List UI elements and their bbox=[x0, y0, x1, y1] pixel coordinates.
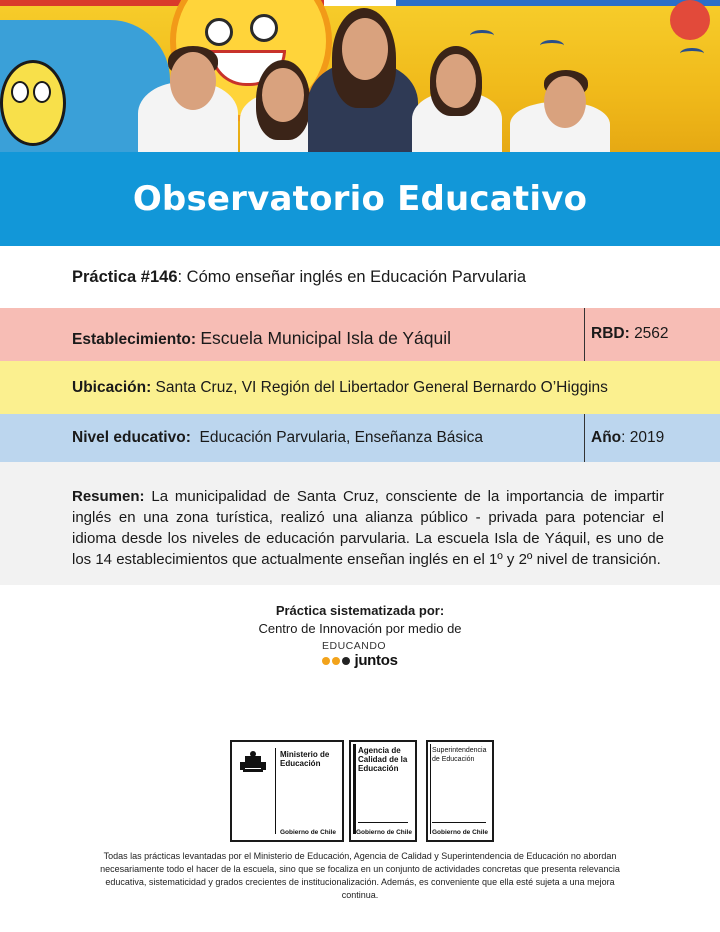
superintendencia-logo bbox=[426, 740, 494, 842]
practice-label: Práctica #146 bbox=[72, 267, 178, 286]
mural-dot bbox=[670, 0, 710, 40]
ubicacion-label: Ubicación: bbox=[72, 378, 152, 396]
ministerio-logo bbox=[230, 740, 344, 842]
disclaimer-text: Todas las prácticas levantadas por el Ministerio de Educación, Agencia de Calidad y Superintendencia de Educación no abordan necesariamente todo el hacer de la escuela, sino que se focaliza en un conjunto de actividades concretas que presenta relevancia educativa, sistematicidad y grados crecientes de institucionalización. Además, es conveniente que ella esté sujeta a una mejora continua. bbox=[100, 851, 620, 900]
nivel-field bbox=[72, 429, 483, 447]
mural-sun-eye bbox=[205, 18, 233, 46]
nivel-value: Educación Parvularia, Enseñanza Básica bbox=[199, 429, 483, 446]
ministerio-name: Ministerio de Educación bbox=[280, 750, 330, 768]
title-band bbox=[0, 152, 720, 246]
ubicacion-field bbox=[72, 379, 608, 397]
rbd-label: RBD: bbox=[591, 325, 630, 342]
resumen-label: Resumen: bbox=[72, 488, 145, 505]
mural-bee bbox=[0, 60, 66, 146]
practice-row bbox=[0, 246, 720, 308]
ministerio-footer: Gobierno de Chile bbox=[280, 829, 336, 836]
agencia-footer: Gobierno de Chile bbox=[356, 829, 412, 836]
year-value: : 2019 bbox=[621, 429, 665, 446]
educando-juntos-logo bbox=[322, 640, 402, 670]
header-photo bbox=[0, 0, 720, 152]
mural-bird bbox=[540, 40, 564, 51]
agencia-name: Agencia de Calidad de la Educación bbox=[358, 746, 408, 773]
column-divider bbox=[584, 414, 585, 462]
educando-dots-icon bbox=[322, 657, 350, 665]
year-label: Año bbox=[591, 429, 622, 446]
year-field bbox=[591, 429, 664, 447]
mural-bird bbox=[680, 48, 704, 59]
establecimiento-field bbox=[72, 328, 451, 349]
column-divider bbox=[584, 308, 585, 361]
practice-title bbox=[72, 268, 526, 287]
superintendencia-footer: Gobierno de Chile bbox=[432, 829, 488, 836]
page-title: Observatorio Educativo bbox=[132, 179, 588, 219]
rbd-field bbox=[591, 325, 669, 343]
mural-sun-eye bbox=[250, 14, 278, 42]
nivel-label: Nivel educativo: bbox=[72, 429, 191, 446]
resumen-paragraph bbox=[72, 486, 664, 570]
ubicacion-value: Santa Cruz, VI Región del Libertador General Bernardo O’Higgins bbox=[155, 378, 608, 396]
resumen-section bbox=[0, 462, 720, 585]
practice-text: : Cómo enseñar inglés en Educación Parvularia bbox=[177, 267, 527, 286]
educando-logo-bottom: juntos bbox=[354, 652, 398, 669]
rbd-value: 2562 bbox=[634, 325, 669, 342]
establecimiento-value: Escuela Municipal Isla de Yáquil bbox=[200, 328, 452, 348]
superintendencia-name: Superintendencia de Educación bbox=[432, 747, 487, 763]
establecimiento-label: Establecimiento: bbox=[72, 331, 197, 348]
ubicacion-row bbox=[0, 361, 720, 414]
credits-heading: Práctica sistematizada por: bbox=[275, 603, 445, 618]
educando-logo-top: EDUCANDO bbox=[322, 640, 387, 652]
mural-bird bbox=[470, 30, 494, 41]
credits-line: Centro de Innovación por medio de bbox=[258, 621, 462, 636]
coat-of-arms-icon bbox=[239, 750, 267, 774]
agencia-logo bbox=[349, 740, 417, 842]
resumen-text: La municipalidad de Santa Cruz, consciente de la importancia de impartir inglés en una zona turística, realizó una alianza público - privada para potenciar el idioma desde los niveles de educación parvularia. La escuela Isla de Yáquil, es uno de los 14 establecimientos que actualmente enseñan inglés en el 1º y 2º nivel de transición. bbox=[72, 488, 665, 568]
